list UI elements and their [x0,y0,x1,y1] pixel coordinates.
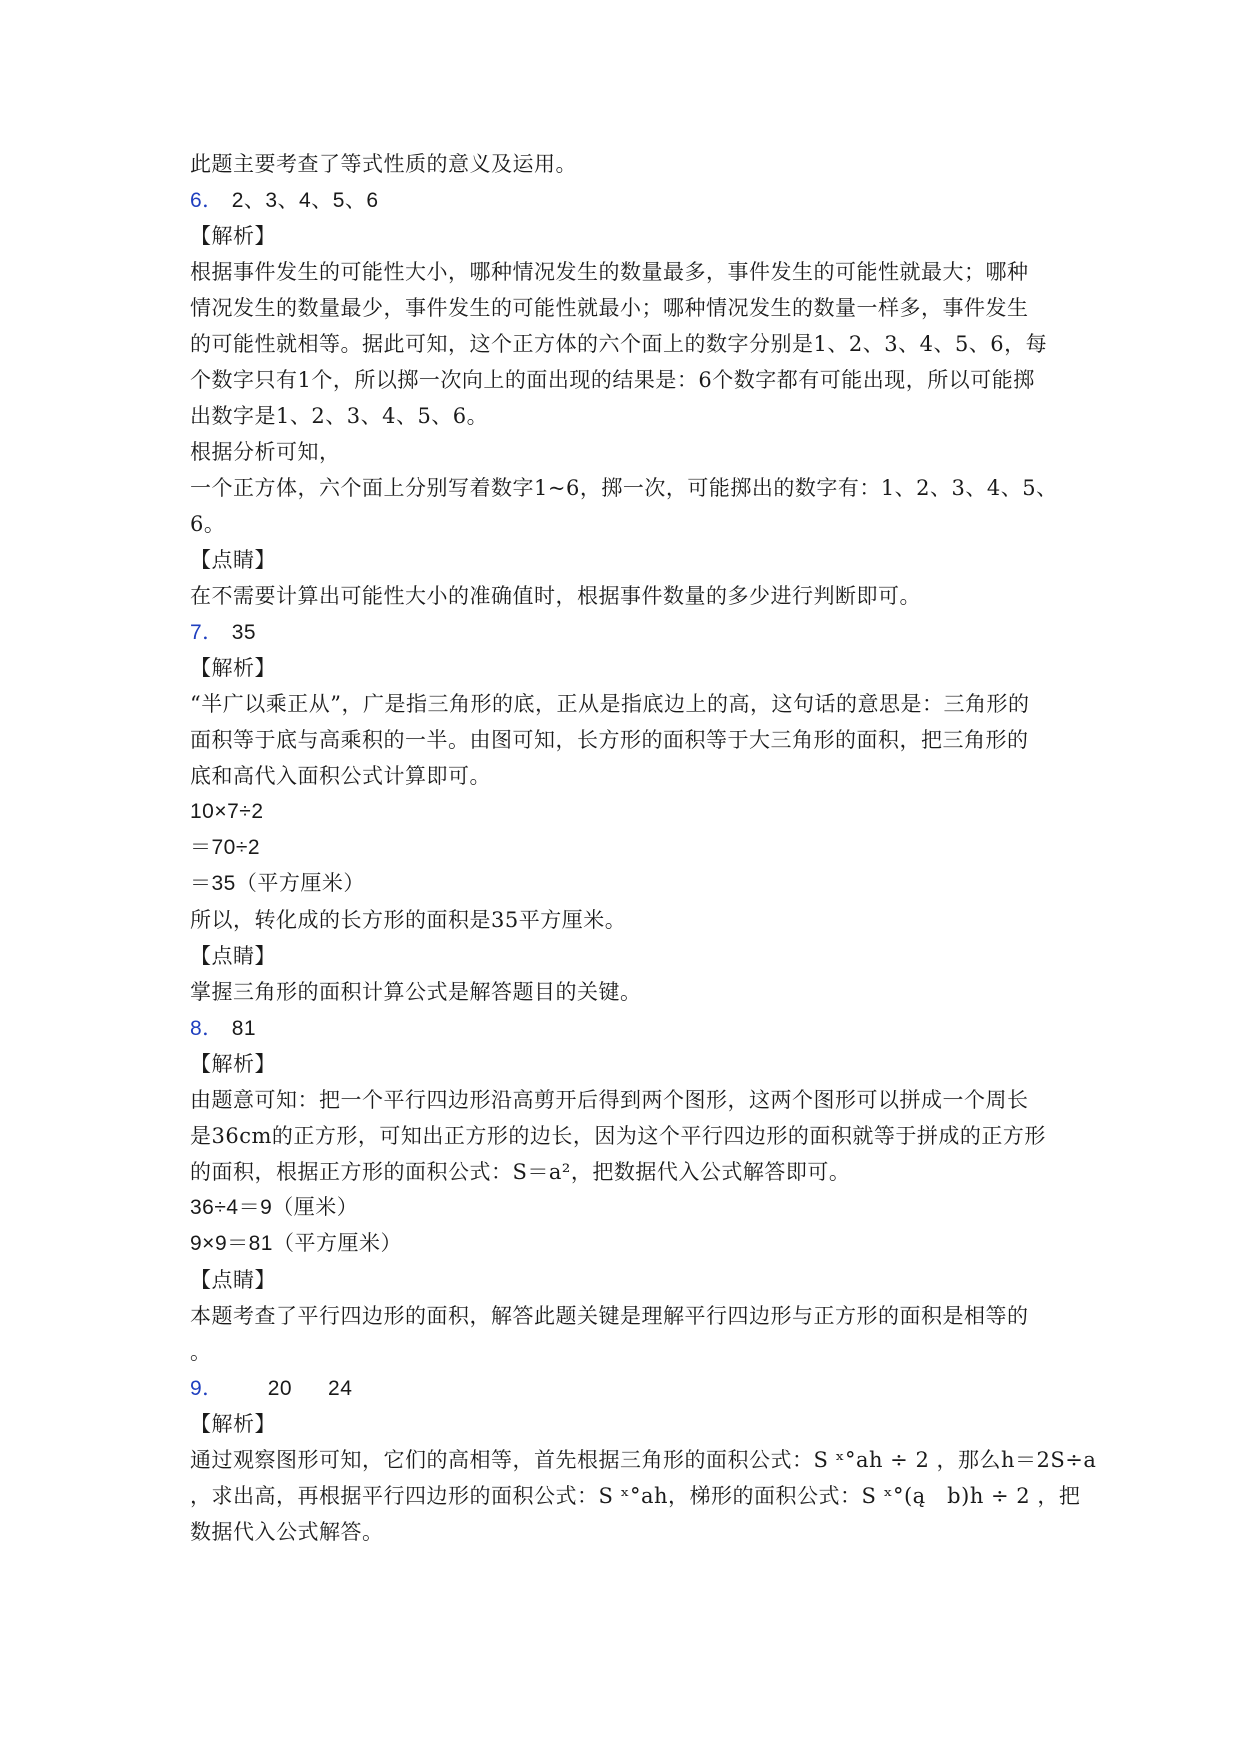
question-8-answer-line [190,1010,1060,1046]
question-number: 7． [190,621,224,644]
section-heading-key-point: 【点睛】 [190,548,276,572]
calculation-line: 10×7÷2 [190,800,264,823]
text-line: 所以，转化成的长方形的面积是35平方厘米。 [190,908,627,932]
text-line: 掌握三角形的面积计算公式是解答题目的关键。 [190,980,642,1004]
section-heading-analysis: 【解析】 [190,224,276,248]
question-number: 9． [190,1377,224,1400]
text-line: 由题意可知：把一个平行四边形沿高剪开后得到两个图形，这两个图形可以拼成一个周长 [190,1088,1029,1112]
question-number: 8． [190,1017,224,1040]
text-line: 是36cm的正方形，可知出正方形的边长，因为这个平行四边形的面积就等于拼成的正方形 [190,1124,1046,1148]
section-heading-key-point: 【点睛】 [190,1268,276,1292]
text-line: 情况发生的数量最少，事件发生的可能性就最小；哪种情况发生的数量一样多，事件发生 [190,296,1029,320]
text-line: 一个正方体，六个面上分别写着数字1~6，掷一次，可能掷出的数字有：1、2、3、4、5、 [190,476,1058,500]
calculation-line: 36÷4＝9（厘米） [190,1196,359,1219]
text-line: 的可能性就相等。据此可知，这个正方体的六个面上的数字分别是1、2、3、4、5、6，每 [190,332,1048,356]
text-line: 数据代入公式解答。 [190,1520,384,1544]
text-line: 6。 [190,512,226,536]
answer-value-1: 20 [267,1377,293,1400]
text-line: 根据事件发生的可能性大小，哪种情况发生的数量最多，事件发生的可能性就最大；哪种 [190,260,1029,284]
answer-value: 35 [231,621,257,644]
text-line: 底和高代入面积公式计算即可。 [190,764,491,788]
answer-value: 2、3、4、5、6 [231,189,379,212]
question-7-answer-line [190,614,1060,650]
text-line: 在不需要计算出可能性大小的准确值时，根据事件数量的多少进行判断即可。 [190,584,921,608]
answer-value: 81 [231,1017,257,1040]
text-line: 此题主要考查了等式性质的意义及运用。 [190,152,577,176]
answer-value-2: 24 [328,1377,353,1400]
question-9-answer-line [190,1370,1060,1406]
section-heading-analysis: 【解析】 [190,1052,276,1076]
text-line: 的面积，根据正方形的面积公式：S＝a²，把数据代入公式解答即可。 [190,1160,851,1184]
formula-line: ，求出高，再根据平行四边形的面积公式：S ˣ°ah，梯形的面积公式：S ˣ°(ą b)h ÷ 2 ，把 [190,1484,1081,1508]
question-number: 6． [190,189,224,212]
section-heading-analysis: 【解析】 [190,656,276,680]
text-line: 本题考查了平行四边形的面积，解答此题关键是理解平行四边形与正方形的面积是相等的 [190,1304,1029,1328]
text-line: “半广以乘正从”，广是指三角形的底，正从是指底边上的高，这句话的意思是：三角形的 [190,692,1030,716]
text-line: 个数字只有1个，所以掷一次向上的面出现的结果是：6个数字都有可能出现，所以可能掷 [190,368,1035,392]
calculation-line: 9×9＝81（平方厘米） [190,1232,402,1255]
text-line: 。 [190,1340,212,1364]
text-line: 面积等于底与高乘积的一半。由图可知，长方形的面积等于大三角形的面积，把三角形的 [190,728,1029,752]
formula-line: 通过观察图形可知，它们的高相等，首先根据三角形的面积公式：S ˣ°ah ÷ 2 ，那么h＝2S÷a [190,1448,1097,1472]
calculation-line: ＝35（平方厘米） [190,872,365,895]
text-line: 根据分析可知， [190,440,341,464]
section-heading-analysis: 【解析】 [190,1412,276,1436]
text-line: 出数字是1、2、3、4、5、6。 [190,404,489,428]
section-heading-key-point: 【点睛】 [190,944,276,968]
calculation-line: ＝70÷2 [190,836,261,859]
question-6-answer-line [190,182,1060,218]
